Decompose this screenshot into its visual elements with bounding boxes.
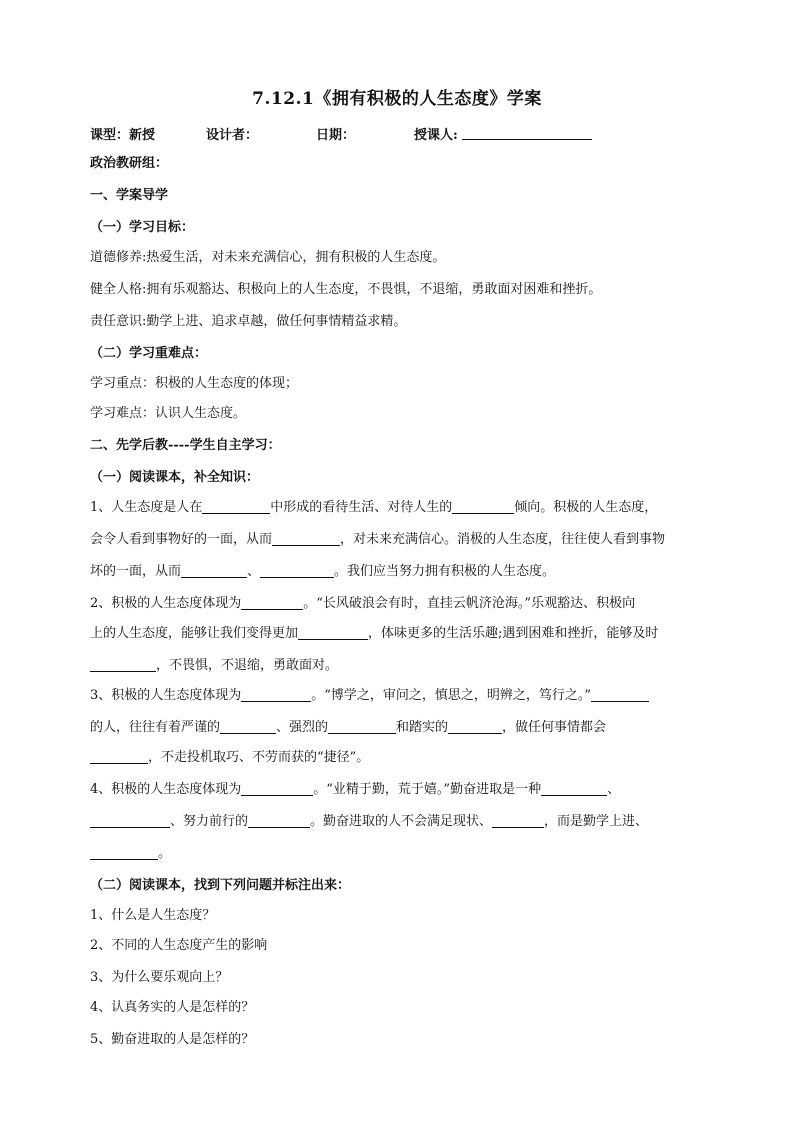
q2-text-d: ，体味更多的生活乐趣;遇到困难和挫折，能够及时 <box>368 626 659 641</box>
q4-text-g: 。 <box>158 846 172 861</box>
section-1-sub-1: （一）学习目标： <box>90 220 195 235</box>
q1-text-f: 坏的一面，从而 <box>90 564 182 579</box>
difficult-point: 学习难点：认识人生态度。 <box>90 406 247 421</box>
section-1-heading: 一、学案导学 <box>90 188 169 203</box>
q1-text-a: 1、人生态度是人在 <box>90 500 203 515</box>
fill-blank[interactable] <box>181 562 247 578</box>
group-label: 政治教研组： <box>90 156 169 171</box>
q3-text-a: 3、积极的人生态度体现为 <box>90 688 242 703</box>
question-4-line-3 <box>90 844 171 864</box>
question-1-line-2 <box>90 530 665 550</box>
fill-blank[interactable] <box>90 812 170 828</box>
find-question-1: 1、什么是人生态度？ <box>90 908 216 923</box>
section-2-heading: 二、先学后教----学生自主学习： <box>90 438 281 453</box>
section-2-sub-2: （二）阅读课本，找到下列问题并标注出来： <box>90 878 351 893</box>
q2-text-a: 2、积极的人生态度体现为 <box>90 596 242 611</box>
fill-blank[interactable] <box>452 498 514 514</box>
q3-text-g: ，不走投机取巧、不劳而获的“捷径”。 <box>148 750 370 765</box>
question-4-line-2 <box>90 812 648 832</box>
q2-text-e: ，不畏惧，不退缩，勇敢面对。 <box>156 658 339 673</box>
q1-text-c: 倾向。积极的人生态度， <box>514 500 658 515</box>
fill-blank[interactable] <box>90 656 156 672</box>
fill-blank[interactable] <box>272 530 340 546</box>
question-2-line-1 <box>90 594 635 614</box>
q3-text-b: 。“博学之，审问之，慎思之，明辨之，笃行之。” <box>311 688 592 703</box>
goal-3: 责任意识:勤学上进、追求卓越，做任何事情精益求精。 <box>90 314 407 329</box>
question-2-line-3 <box>90 656 338 676</box>
fill-blank[interactable] <box>298 624 368 640</box>
designer-label: 设计者： <box>206 128 259 143</box>
find-question-3: 3、为什么要乐观向上？ <box>90 970 229 985</box>
fill-blank[interactable] <box>220 718 276 734</box>
fill-blank[interactable] <box>492 812 544 828</box>
question-1-line-3 <box>90 562 555 582</box>
q2-text-c: 上的人生态度，能够让我们变得更加 <box>90 626 299 641</box>
question-1-line-1 <box>90 498 657 518</box>
fill-blank[interactable] <box>591 686 649 702</box>
fill-blank[interactable] <box>448 718 502 734</box>
q1-text-e: ，对未来充满信心。消极的人生态度，往往使人看到事物 <box>340 532 666 547</box>
fill-blank[interactable] <box>260 562 334 578</box>
fill-blank[interactable] <box>90 844 158 860</box>
question-3-line-2 <box>90 718 606 738</box>
q4-text-a: 4、积极的人生态度体现为 <box>90 782 242 797</box>
meta-row <box>90 124 730 146</box>
q4-text-b: 。“业精于勤，荒于嬉。”勤奋进取是一种 <box>313 782 542 797</box>
find-question-2: 2、不同的人生态度产生的影响 <box>90 938 268 953</box>
section-2-sub-1: （一）阅读课本，补全知识： <box>90 470 260 485</box>
question-3-line-1 <box>90 686 649 706</box>
date-label: 日期： <box>316 128 356 143</box>
q1-text-g: 、 <box>247 564 261 579</box>
fill-blank[interactable] <box>248 812 310 828</box>
teacher-label: 授课人: <box>414 128 458 143</box>
q4-text-e: 。勤奋进取的人不会满足现状、 <box>310 814 493 829</box>
q4-text-d: 、努力前行的 <box>170 814 249 829</box>
lesson-type-label: 课型：新授 <box>90 128 156 143</box>
q1-text-h: 。我们应当努力拥有积极的人生态度。 <box>334 564 556 579</box>
fill-blank[interactable] <box>241 594 303 610</box>
q1-text-b: 中形成的看待生活、对待人生的 <box>270 500 453 515</box>
fill-blank[interactable] <box>241 686 311 702</box>
question-3-line-3 <box>90 748 369 768</box>
key-point: 学习重点：积极的人生态度的体现； <box>90 376 299 391</box>
q3-text-f: ，做任何事情都会 <box>502 720 607 735</box>
question-2-line-2 <box>90 624 658 644</box>
fill-blank[interactable] <box>541 780 607 796</box>
q3-text-d: 、强烈的 <box>276 720 329 735</box>
q4-text-c: 、 <box>607 782 621 797</box>
q3-text-c: 的人，往往有着严谨的 <box>90 720 221 735</box>
q2-text-b: 。“长风破浪会有时，直挂云帆济沧海。”乐观豁达、积极向 <box>303 596 636 611</box>
q4-text-f: ，而是勤学上进、 <box>544 814 649 829</box>
q3-text-e: 和踏实的 <box>396 720 449 735</box>
goal-1: 道德修养:热爱生活，对未来充满信心，拥有积极的人生态度。 <box>90 250 446 265</box>
goal-2: 健全人格:拥有乐观豁达、积极向上的人生态度，不畏惧，不退缩，勇敢面对困难和挫折。 <box>90 282 602 297</box>
find-question-4: 4、认真务实的人是怎样的？ <box>90 1000 255 1015</box>
find-question-5: 5、勤奋进取的人是怎样的？ <box>90 1032 255 1047</box>
fill-blank[interactable] <box>328 718 396 734</box>
section-1-sub-2: （二）学习重难点： <box>90 346 208 361</box>
document-title: 7.12.1《拥有积极的人生态度》学案 <box>252 89 542 109</box>
q1-text-d: 会令人看到事物好的一面，从而 <box>90 532 273 547</box>
fill-blank[interactable] <box>241 780 313 796</box>
question-4-line-1 <box>90 780 620 800</box>
fill-blank[interactable] <box>90 748 148 764</box>
teacher-blank <box>462 124 592 141</box>
fill-blank[interactable] <box>202 498 270 514</box>
